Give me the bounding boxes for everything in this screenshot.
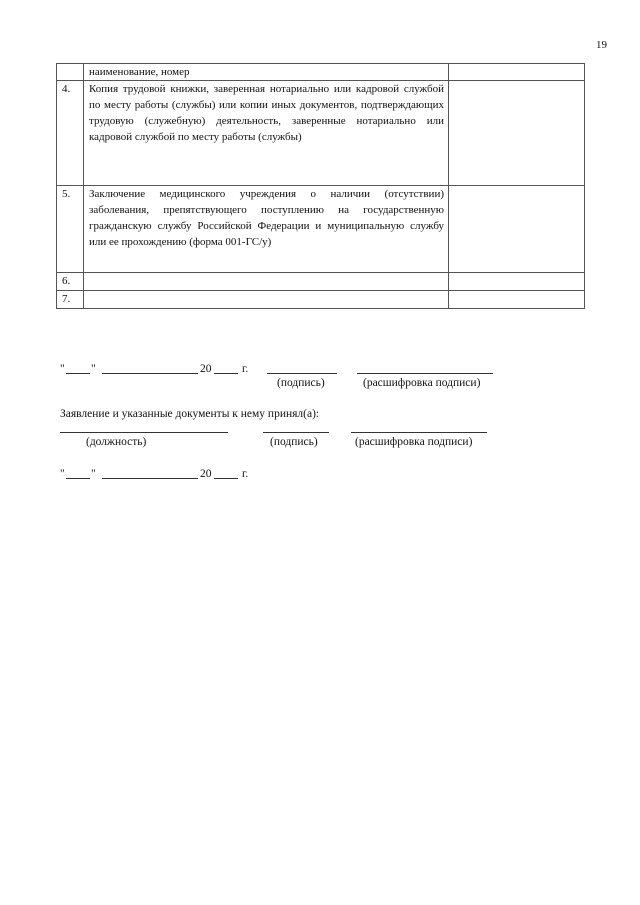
year-blank-line	[214, 478, 238, 479]
table-row	[57, 273, 585, 291]
year-prefix: 20	[200, 468, 212, 480]
day-blank-line	[66, 478, 90, 479]
year-blank-line	[214, 373, 238, 374]
decode-line	[357, 373, 493, 374]
table-row	[57, 291, 585, 309]
date-quote-open: "	[60, 363, 65, 375]
row-number: 6.	[57, 273, 84, 291]
accepted-statement: Заявление и указанные документы к нему принял(а):	[60, 408, 320, 420]
table-row	[57, 81, 585, 186]
year-suffix: г.	[242, 468, 249, 480]
page-number: 19	[596, 39, 607, 51]
row-extra	[449, 81, 585, 186]
table-row	[57, 64, 585, 81]
signature-line	[263, 432, 329, 433]
decode-line	[351, 432, 487, 433]
decode-label: (расшифровка подписи)	[363, 377, 481, 389]
position-line	[60, 432, 228, 433]
month-blank-line	[102, 373, 198, 374]
row-extra	[449, 186, 585, 273]
date-quote-open: "	[60, 468, 65, 480]
row-extra	[449, 291, 585, 309]
year-suffix: г.	[242, 363, 249, 375]
position-label: (должность)	[86, 436, 147, 448]
month-blank-line	[102, 478, 198, 479]
signature-label: (подпись)	[277, 377, 325, 389]
date-quote-close: "	[91, 468, 96, 480]
day-blank-line	[66, 373, 90, 374]
row-number	[57, 64, 84, 81]
row-text: Заключение медицинского учреждения о наличии (отсутствии) заболевания, препятствующего поступлению на государственную гражданскую службу Российской Федерации и муниципальную службу или ее прохождению (форма 001-ГС/у)	[84, 186, 449, 273]
row-extra	[449, 273, 585, 291]
row-text: Копия трудовой книжки, заверенная нотариально или кадровой службой по месту работы (службы) или копии иных документов, подтверждающих трудовую (служебную) деятельность, заверенные нотариально или кадровой службой по месту работы (службы)	[84, 81, 449, 186]
signature-line	[267, 373, 337, 374]
date-quote-close: "	[91, 363, 96, 375]
row-extra	[449, 64, 585, 81]
row-text: наименование, номер	[84, 64, 449, 81]
documents-table	[56, 63, 585, 309]
row-number: 5.	[57, 186, 84, 273]
row-text	[84, 291, 449, 309]
row-number: 7.	[57, 291, 84, 309]
row-number: 4.	[57, 81, 84, 186]
signature-label: (подпись)	[270, 436, 318, 448]
row-text	[84, 273, 449, 291]
table-row	[57, 186, 585, 273]
decode-label: (расшифровка подписи)	[355, 436, 473, 448]
year-prefix: 20	[200, 363, 212, 375]
